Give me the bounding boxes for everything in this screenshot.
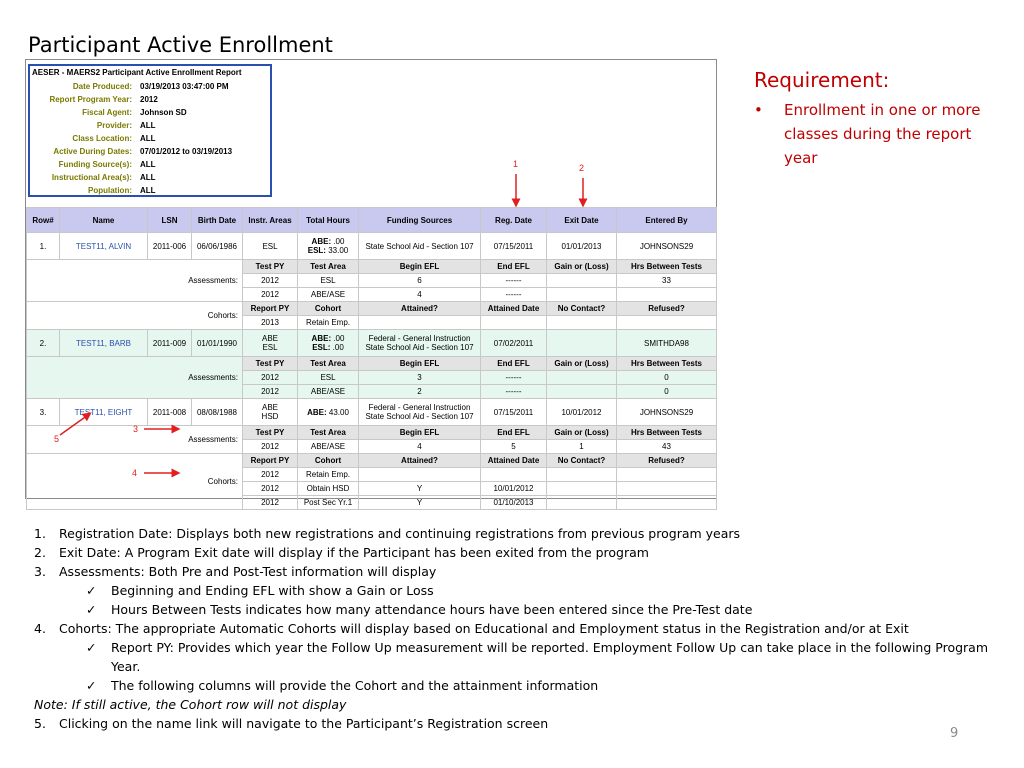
sub-header: Cohort: [298, 302, 359, 316]
hours-label: ABE:: [311, 334, 332, 343]
sub-header: No Contact?: [547, 302, 617, 316]
sub-header: Begin EFL: [359, 357, 481, 371]
sub-header: Test Area: [298, 260, 359, 274]
cell: 43: [617, 440, 717, 454]
cell: 0: [617, 371, 717, 385]
sub-header: Report PY: [243, 454, 298, 468]
header-value: 03/19/2013 03:47:00 PM: [140, 82, 229, 91]
note-text: Exit Date: A Program Exit date will display if the Participant has been exited from the program: [59, 545, 649, 560]
hours-value: .00: [330, 343, 344, 352]
col-header-row: Row#: [27, 208, 60, 233]
note-item: [34, 524, 994, 543]
hours-value: 33.00: [325, 246, 349, 255]
instr-value: ABE: [261, 403, 278, 412]
col-header-instr: Instr. Areas: [243, 208, 298, 233]
col-header-birth: Birth Date: [192, 208, 243, 233]
note-text: Registration Date: Displays both new registrations and continuing registrations from previous program years: [59, 526, 741, 541]
cell: 2012: [243, 274, 298, 288]
hours-value: 43.00: [326, 407, 349, 417]
col-header-entered-by: Entered By: [617, 208, 717, 233]
page-number: 9: [950, 726, 959, 741]
cell: ABE/ASE: [298, 385, 359, 399]
exit-date-cell: 01/01/2013: [547, 233, 617, 260]
report-title: AESER - MAERS2 Participant Active Enrollment Report: [32, 68, 242, 77]
note-text: Assessments: Both Pre and Post-Test information will display: [59, 564, 437, 579]
note-item: [34, 619, 994, 638]
annotation-arrows: [26, 60, 716, 498]
birth-cell: 01/01/1990: [192, 330, 243, 357]
note-subitem: [34, 676, 994, 695]
header-value: Johnson SD: [140, 108, 187, 117]
header-value: ALL: [140, 173, 156, 182]
header-label: Fiscal Agent:: [82, 108, 132, 117]
slide-title: Participant Active Enrollment: [28, 33, 333, 57]
note-number: 1.: [34, 526, 46, 541]
hours-label: ESL:: [312, 343, 331, 352]
sub-header: Test Area: [298, 426, 359, 440]
sub-header: No Contact?: [547, 454, 617, 468]
col-header-hours: Total Hours: [298, 208, 359, 233]
assessments-label: Assessments:: [27, 357, 243, 399]
lsn-cell: 2011-008: [148, 399, 192, 426]
sub-header: Gain or (Loss): [547, 426, 617, 440]
entered-by-cell: JOHNSONS29: [617, 399, 717, 426]
col-header-funding: Funding Sources: [359, 208, 481, 233]
note-item: [34, 562, 994, 581]
cell: 2012: [243, 288, 298, 302]
cohorts-label: Cohorts:: [27, 454, 243, 510]
header-label: Report Program Year:: [49, 95, 132, 104]
instr-value: ABE: [261, 334, 278, 343]
header-label: Active During Dates:: [53, 147, 132, 156]
header-label: Date Produced:: [72, 82, 132, 91]
exit-date-cell: 10/01/2012: [547, 399, 617, 426]
cell: ------: [481, 385, 547, 399]
funding-value: Federal - General Instruction: [368, 403, 471, 412]
requirement-title: Requirement:: [754, 68, 890, 92]
bullet-icon: •: [754, 101, 763, 119]
annotation-5-label: 5: [54, 434, 60, 444]
note-subitem: [34, 581, 994, 600]
sub-header: Refused?: [617, 454, 717, 468]
header-value: ALL: [140, 121, 156, 130]
hours-label: ABE:: [311, 237, 332, 246]
note-item: [34, 714, 994, 733]
assessments-label: Assessments:: [27, 260, 243, 302]
header-label: Provider:: [96, 121, 132, 130]
funding-cell: State School Aid - Section 107: [359, 233, 481, 260]
cohorts-label: Cohorts:: [27, 302, 243, 330]
requirement-text: Enrollment in one or more classes during the report year: [784, 101, 981, 167]
cell: 6: [359, 274, 481, 288]
checkmark-icon: ✓: [86, 640, 97, 655]
cell: Retain Emp.: [298, 468, 359, 482]
cell: ESL: [298, 371, 359, 385]
birth-cell: 08/08/1988: [192, 399, 243, 426]
cell: 2012: [243, 371, 298, 385]
note-text: Beginning and Ending EFL with show a Gain or Loss: [111, 583, 434, 598]
header-value: 07/01/2012 to 03/19/2013: [140, 147, 233, 156]
sub-header: Attained?: [359, 454, 481, 468]
header-value: ALL: [140, 160, 156, 169]
checkmark-icon: ✓: [86, 583, 97, 598]
cell: 0: [617, 385, 717, 399]
cell: 1: [547, 440, 617, 454]
cell: 2: [359, 385, 481, 399]
annotation-1-label: 1: [513, 159, 519, 169]
sub-header: Test PY: [243, 426, 298, 440]
checkmark-icon: ✓: [86, 678, 97, 693]
note-text: Clicking on the name link will navigate to the Participant’s Registration screen: [59, 716, 549, 731]
funding-value: State School Aid - Section 107: [365, 343, 474, 352]
cell: 4: [359, 288, 481, 302]
note-number: 2.: [34, 545, 46, 560]
birth-cell: 06/06/1986: [192, 233, 243, 260]
participant-name-link[interactable]: TEST11, BARB: [60, 330, 148, 357]
reg-date-cell: 07/15/2011: [481, 399, 547, 426]
sub-header: End EFL: [481, 357, 547, 371]
sub-header: Attained?: [359, 302, 481, 316]
cell: 2012: [243, 468, 298, 482]
header-value: ALL: [140, 186, 156, 195]
cell: ------: [481, 274, 547, 288]
cell: 10/01/2012: [481, 482, 547, 496]
cell: 2013: [243, 316, 298, 330]
sub-header: Refused?: [617, 302, 717, 316]
instr-value: HSD: [261, 412, 279, 421]
entered-by-cell: SMITHDA98: [617, 330, 717, 357]
checkmark-icon: ✓: [86, 602, 97, 617]
note-number: 5.: [34, 716, 46, 731]
cell: 01/10/2013: [481, 496, 547, 510]
sub-header: Hrs Between Tests: [617, 260, 717, 274]
cell: ABE/ASE: [298, 288, 359, 302]
cell: ABE/ASE: [298, 440, 359, 454]
header-value: 2012: [140, 95, 158, 104]
note-subitem: [34, 600, 994, 619]
col-header-exit-date: Exit Date: [547, 208, 617, 233]
cell: 5: [481, 440, 547, 454]
note-number: 4.: [34, 621, 46, 636]
sub-header: Begin EFL: [359, 260, 481, 274]
row-number: 1.: [27, 233, 60, 260]
note-text: The following columns will provide the Cohort and the attainment information: [111, 678, 599, 693]
cell: 4: [359, 440, 481, 454]
entered-by-cell: JOHNSONS29: [617, 233, 717, 260]
sub-header: Gain or (Loss): [547, 260, 617, 274]
note-italic: Note: If still active, the Cohort row will not display: [34, 697, 347, 712]
sub-header: Begin EFL: [359, 426, 481, 440]
instr-value: ESL: [262, 241, 278, 251]
header-label: Instructional Area(s):: [51, 173, 132, 182]
row-number: 2.: [27, 330, 60, 357]
note-text: Cohorts: The appropriate Automatic Cohorts will display based on Educational and Employment status in the Registration and/or at Exit: [59, 621, 909, 636]
assessments-label: Assessments:: [27, 426, 243, 454]
cell: 2012: [243, 385, 298, 399]
sub-header: Attained Date: [481, 454, 547, 468]
sub-header: Hrs Between Tests: [617, 426, 717, 440]
note-number: 3.: [34, 564, 46, 579]
cell: 33: [617, 274, 717, 288]
report-frame: [25, 59, 717, 507]
note-text: Hours Between Tests indicates how many attendance hours have been entered since the Pre-Test date: [111, 602, 753, 617]
participant-name-link[interactable]: TEST11, EIGHT: [60, 399, 148, 426]
row-number: 3.: [27, 399, 60, 426]
instr-value: ESL: [262, 343, 278, 352]
sub-header: Gain or (Loss): [547, 357, 617, 371]
participant-name-link[interactable]: TEST11, ALVIN: [60, 233, 148, 260]
sub-header: Test PY: [243, 260, 298, 274]
annotation-2-label: 2: [579, 163, 585, 173]
note-item: [34, 543, 994, 562]
cell: 2012: [243, 482, 298, 496]
notes-list: [34, 524, 994, 733]
arrow-5-icon: [60, 415, 88, 435]
cell: Y: [359, 482, 481, 496]
sub-header: End EFL: [481, 426, 547, 440]
cell: Retain Emp.: [298, 316, 359, 330]
sub-header: Test Area: [298, 357, 359, 371]
note-text: Report PY: Provides which year the Follow Up measurement will be reported. Employment Follow Up can take place in the following Program Year.: [111, 640, 989, 674]
sub-header: End EFL: [481, 260, 547, 274]
cell: 2012: [243, 440, 298, 454]
cell: ESL: [298, 274, 359, 288]
col-header-reg-date: Reg. Date: [481, 208, 547, 233]
header-label: Population:: [88, 186, 132, 195]
cell: Post Sec Yr.1: [298, 496, 359, 510]
lsn-cell: 2011-006: [148, 233, 192, 260]
header-value: ALL: [140, 134, 156, 143]
annotation-4-label: 4: [132, 468, 138, 478]
hours-value: .00: [331, 237, 345, 246]
funding-value: Federal - General Instruction: [368, 334, 471, 343]
note-subitem: [34, 638, 994, 676]
col-header-lsn: LSN: [148, 208, 192, 233]
cell: ------: [481, 288, 547, 302]
sub-header: Report PY: [243, 302, 298, 316]
lsn-cell: 2011-009: [148, 330, 192, 357]
sub-header: Test PY: [243, 357, 298, 371]
header-label: Class Location:: [72, 134, 132, 143]
reg-date-cell: 07/02/2011: [481, 330, 547, 357]
requirement-bullet: [754, 98, 1004, 170]
header-label: Funding Source(s):: [58, 160, 132, 169]
hours-value: .00: [331, 334, 345, 343]
col-header-name: Name: [60, 208, 148, 233]
funding-value: State School Aid - Section 107: [365, 412, 474, 421]
hours-label: ESL:: [307, 246, 326, 255]
reg-date-cell: 07/15/2011: [481, 233, 547, 260]
cell: Obtain HSD: [298, 482, 359, 496]
sub-header: Hrs Between Tests: [617, 357, 717, 371]
sub-header: Attained Date: [481, 302, 547, 316]
cell: 2012: [243, 496, 298, 510]
annotation-3-label: 3: [133, 424, 139, 434]
cell: 3: [359, 371, 481, 385]
hours-label: ABE:: [307, 407, 327, 417]
sub-header: Cohort: [298, 454, 359, 468]
cell: Y: [359, 496, 481, 510]
cell: ------: [481, 371, 547, 385]
